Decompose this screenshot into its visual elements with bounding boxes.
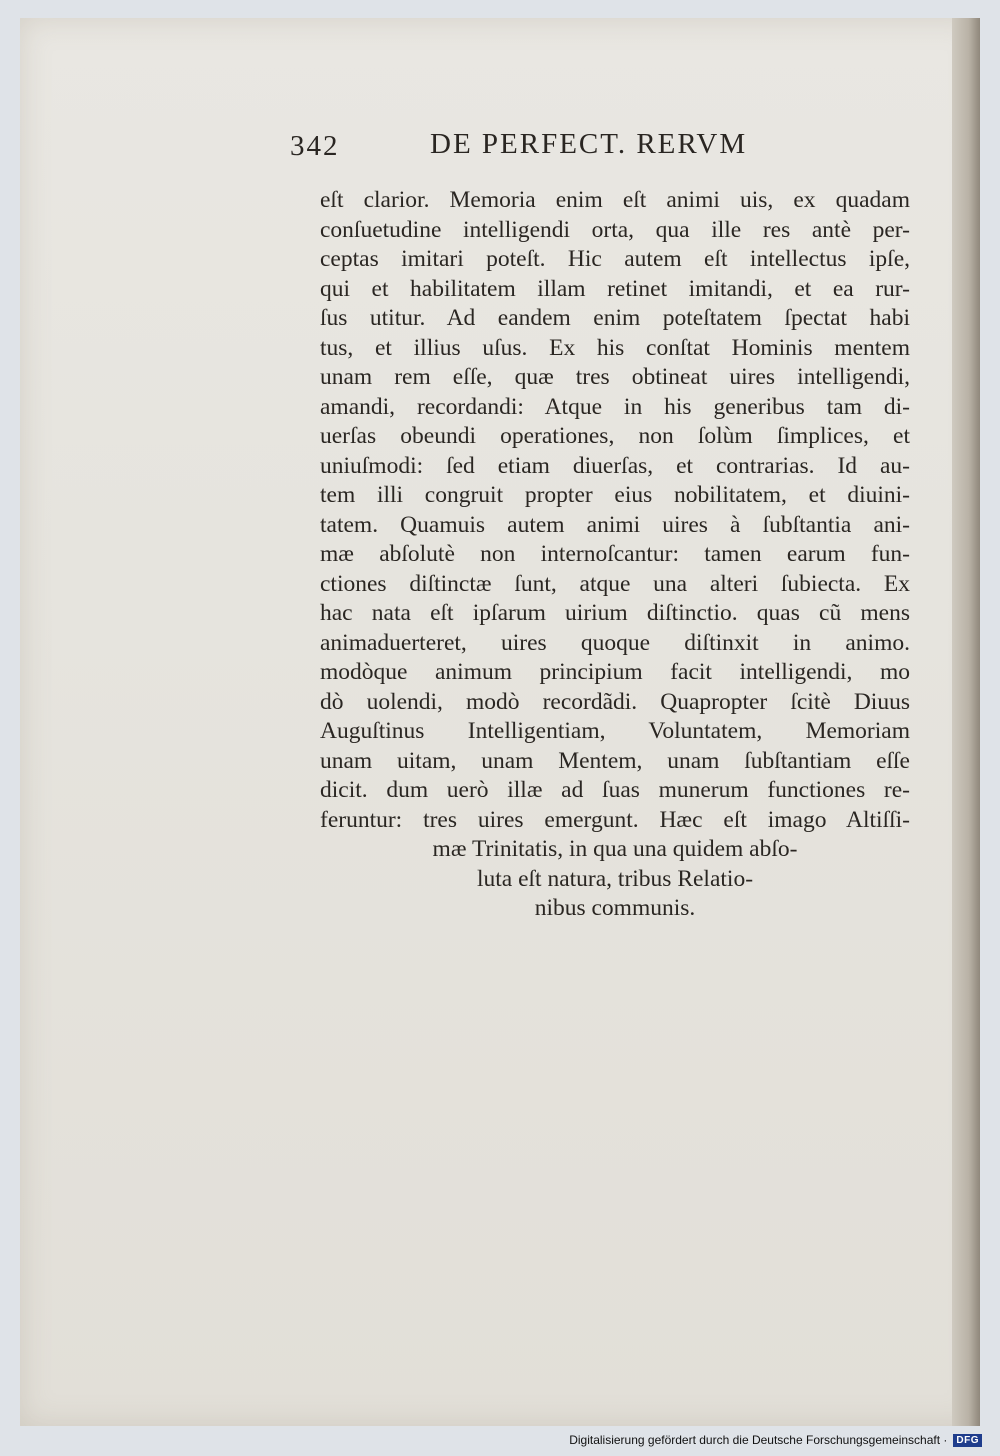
text-line: tus, et illius uſus. Ex his conſtat Hominis mentem	[320, 334, 910, 361]
text-line: modòque animum principium facit intelligendi, mo	[320, 659, 910, 685]
running-title: DE PERFECT. RERVM	[430, 128, 748, 160]
text-line: ceptas imitari poteſt. Hic autem eſt intellectus ipſe,	[320, 246, 910, 272]
text-line: uniuſmodi: ſed etiam diuerſas, et contrarias. Id au-	[320, 452, 910, 479]
text-line: tatem. Quamuis autem animi uires à ſubſtantia ani-	[320, 511, 910, 538]
text-line: Auguſtinus Intelligentiam, Voluntatem, Memoriam	[320, 718, 910, 744]
closing-line: luta eſt natura, tribus Relatio-	[476, 865, 754, 892]
text-line: animaduerteret, uires quoque diſtinxit in animo.	[320, 629, 910, 656]
text-line: qui et habilitatem illam retinet imitandi, et ea rur-	[320, 275, 910, 302]
text-line: amandi, recordandi: Atque in his generibus tam di-	[320, 393, 910, 420]
main-text	[320, 186, 910, 924]
text-line: dicit. dum uerò illæ ad ſuas munerum functiones re-	[320, 777, 910, 803]
credit-text: Digitalisierung gefördert durch die Deutsche Forschungsgemeinschaft ·	[569, 1433, 948, 1447]
text-line: uerſas obeundi operationes, non ſolùm ſimplices, et	[320, 423, 910, 449]
text-line: ctiones diſtinctæ ſunt, atque una alteri ſubiecta. Ex	[320, 570, 910, 597]
running-head	[290, 128, 770, 168]
text-line: hac nata eſt ipſarum uirium diſtinctio. quas cũ mens	[320, 600, 910, 626]
closing-line: mæ Trinitatis, in qua una quidem abſo-	[432, 836, 798, 862]
dfg-logo: DFG	[953, 1434, 982, 1447]
text-line: conſuetudine intelligendi orta, qua ille res antè per-	[320, 216, 910, 243]
page-edge	[952, 18, 980, 1426]
digitization-credit	[569, 1430, 982, 1450]
text-line: feruntur: tres uires emergunt. Hæc eſt imago Altiſſi-	[320, 806, 910, 833]
text-line: eſt clarior. Memoria enim eſt animi uis, ex quadam	[320, 187, 910, 213]
text-line: tem illi congruit propter eius nobilitatem, et diuini-	[320, 482, 910, 508]
text-line: mæ abſolutè non internoſcantur: tamen earum fun-	[320, 541, 910, 567]
text-line: dò uolendi, modò recordãdi. Quapropter ſcitè Diuus	[320, 688, 910, 715]
text-line: unam uitam, unam Mentem, unam ſubſtantiam eſſe	[320, 747, 910, 774]
closing-line: nibus communis.	[534, 895, 696, 921]
text-line: unam rem eſſe, quæ tres obtineat uires intelligendi,	[320, 364, 910, 390]
text-line: ſus utitur. Ad eandem enim poteſtatem ſpectat habi	[320, 305, 910, 331]
page-number: 342	[290, 130, 340, 162]
book-page	[20, 18, 980, 1426]
